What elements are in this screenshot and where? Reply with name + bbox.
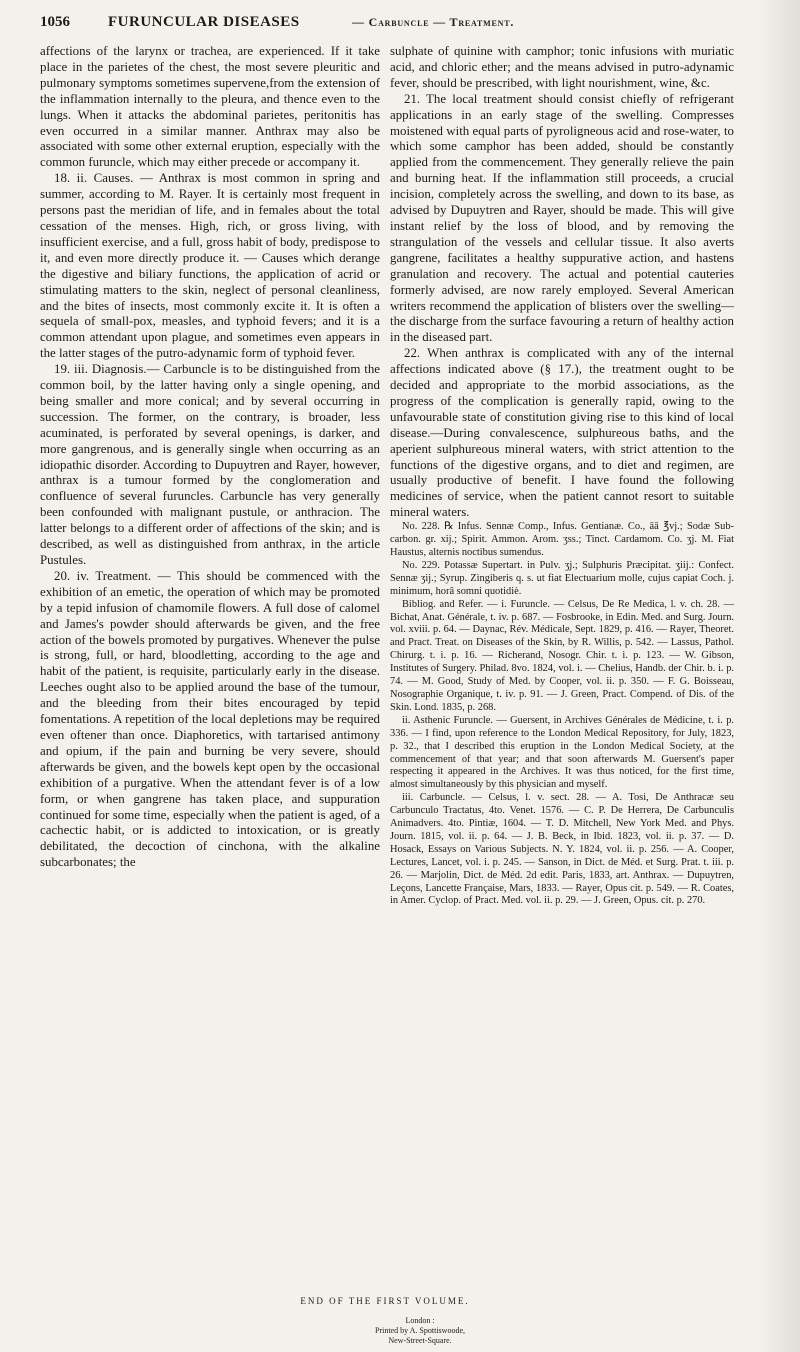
paragraph-causes: 18. ii. Causes. — Anthrax is most common in spring and summer, according to M. Rayer. It is certainly most frequent in persons past the meridian of life, and in females about the total cessation of the menses. High, rich, or gross living, with insufficient exercise, and a full, gross habit of body, predispose to it, and even more directly produce it. — Causes which derange the digestive and biliary functions, the application of acrid or stimulating matters to the skin, neglect of personal cleanliness, and the bites of insects, most commonly excite it. It is often a sequela of small-pox, measles, and typhoid fevers; and it is a common attendant upon plague, and sometimes even appears in the latter stages of the putro-adynamic form of typhoid fever. [40, 171, 380, 361]
section-title: — Carbuncle — Treatment. [352, 15, 515, 29]
paragraph-local-treatment: 21. The local treatment should consist chiefly of refrigerant applications in an early stage of the swelling. Compresses moistened with equal parts of pyroligneous acid and rose-water, to which some camphor has been added, should be constantly applied from the commencement. They generally relieve the pain and burning heat. If the inflammation still proceeds, a crucial incision, completely across the swelling, and down to its base, as advised by Dupuytren and Rayer, should be made. This will give instant relief by the loss of blood, and by removing the strangulation of the vessels and cellular tissue. It also averts gangrene, facilitates a healthy suppurative action, and hastens granulation and recovery. The actual and potential cauteries formerly advised, are now rarely employed. Several American writers recommend the application of blisters over the swelling— the discharge from the surface favouring a return of healthy action in the diseased part. [390, 91, 734, 345]
imprint-address: New-Street-Square. [388, 1336, 452, 1345]
right-column [390, 44, 734, 908]
page-number: 1056 [40, 14, 70, 30]
imprint-city: London : [405, 1316, 435, 1325]
prescription-228: No. 228. ℞ Infus. Sennæ Comp., Infus. Gentianæ. Co., āā ℥vj.; Sodæ Sub-carbon. gr. xij.; Spirit. Ammon. Arom. ʒss.; Tinct. Cardamom. Co. ʒj. M. Fiat Haustus, alternis noctibus sumendus. [390, 521, 734, 558]
paragraph-complicated: 22. When anthrax is complicated with any of the internal affections indicated above (§ 17.), the treatment ought to be decided and appropriate to the morbid associations, as the progress of the complication is generally rapid, owing to the unfavourable state of constitution giving rise to this kind of local disease.—During convalescence, sulphureous baths, and the aperient sulphureous mineral waters, with strict attention to the functions of the digestive organs, and to diet and regimen, are usually productive of benefit. I have found the following medicines of service, when the patient cannot resort to suitable mineral waters. [390, 346, 734, 520]
page-edge-shadow [760, 0, 800, 1352]
end-of-volume: END OF THE FIRST VOLUME. [300, 1296, 470, 1306]
left-column [40, 44, 380, 871]
running-title: FURUNCULAR DISEASES [108, 14, 300, 30]
prescriptions-block [390, 521, 734, 598]
bibliography-asthenic-furuncle: ii. Asthenic Furuncle. — Guersent, in Archives Générales de Médicine, t. i. p. 336. — I find, upon reference to the London Medical Repository, for July, 1823, p. 32., that I described this eruption in the London Medical Society, at the commencement of that year; and that soon afterwards M. Guersent's paper respecting it appeared in the Archives. It was thus noticed, for the first time, almost simultaneously by this physician and myself. [390, 714, 734, 791]
imprint-printer: Printed by A. Spottiswoode, [374, 1326, 465, 1335]
paragraph-treatment: 20. iv. Treatment. — This should be commenced with the exhibition of an emetic, the operation of which may be promoted by a tepid infusion of chamomile flowers. A full dose of calomel and James's powder should afterwards be given, and the free action of the bowels promoted by purgatives. Whenever the pulse is strong, full, or hard, bloodletting, according to the age and habit of the patient, is requisite, particularly early in the disease. Leeches ought also to be applied around the base of the tumour, and the bleeding from their bites encouraged by tepid fomentations. A repetition of the local depletions may be required even oftener than once. Diaphoretics, with tartarised antimony and opium, if the pain and burning be very severe, should afterwards be given, and the bowels kept open by the occasional exhibition of a purgative. When the attendant fever is of a low form, or when gangrene has taken place, and suppuration continued for some time, especially when the patient is aged, of a cachectic habit, or is addicted to intoxication, or is greatly debilitated, the decoction of cinchona, with the alkaline subcarbonates; the [40, 568, 380, 870]
bibliography-carbuncle: iii. Carbuncle. — Celsus, l. v. sect. 28. — A. Tosi, De Anthracæ seu Carbunculo Tractatus, 4to. Venet. 1576. — C. P. De Herrera, De Carbunculis Animadvers. 4to. Pintiæ, 1604. — T. D. Mitchell, New York Med. and Phys. Journ. 1815, vol. ii. p. 64. — J. B. Beck, in Ibid. 1823, vol. ii. p. 37. — D. Hosack, Essays on Various Subjects. N. Y. 1824, vol. ii. p. 256. — A. Cooper, Lectures, Lancet, vol. i. p. 245. — Sanson, in Dict. de Méd. et Surg. Prat. t. iii. p. 26. — Marjolin, Dict. de Méd. 2d edit. Paris, 1833, art. Anthrax. — Dupuytren, Leçons, Lancette Française, Mars, 1833. — Rayer, Opus cit. p. 549. — R. Coates, in Amer. Cyclop. of Pract. Med. vol. ii. p. 29. — J. Green, Opus. cit. p. 270. [390, 792, 734, 907]
bibliography-block [390, 599, 734, 909]
paragraph-diagnosis: 19. iii. Diagnosis.— Carbuncle is to be distinguished from the common boil, by the latter having only a single opening, and being smaller and more conical; and by several occurring in succession. The former, on the contrary, is broader, less acuminated, is perforated by several openings, is darker, and more gangrenous, and is generally single when occurring as an idiopathic disorder. According to Dupuytren and Rayer, however, anthrax is a tumour formed by the conglomeration and confluence of several furuncles. Carbuncle has very generally been confounded with malignant pustule, or anthracion. The latter belongs to a different order of affections of the skin; and is described, as well as distinguished from anthrax, in the article Pustules. [40, 362, 380, 567]
paragraph-affections: affections of the larynx or trachea, are experienced. If it take place in the parietes of the chest, the most severe pleuritic and pulmonary symptoms sometimes supervene,from the extension of the inflammation internally to the pleura, and thence even to the lungs. When it attacks the abdominal parietes, peritonitis has even occurred in a similar manner. Anthrax may also be associated with some other external eruption, especially with the common furuncle, which may either precede or accompany it. [40, 44, 380, 170]
printer-imprint [300, 1316, 540, 1346]
prescription-229: No. 229. Potassæ Supertart. in Pulv. ʒj.; Sulphuris Præcipitat. ʒiij.: Confect. Sennæ ʒij.; Syrup. Zingiberis q. s. ut fiat Electuarium molle, cujus capiat Coch. j. minimum, horâ somni quotidiè. [390, 559, 734, 597]
bibliography-furuncle: Bibliog. and Refer. — i. Furuncle. — Celsus, De Re Medica, l. v. ch. 28. — Bichat, Anat. Générale, t. iv. p. 687. — Fosbrooke, in Edin. Med. and Surg. Journ. vol. xviii. p. 64. — Daynac, Rév. Médicale, Sept. 1829, p. 416. — Rayer, Theoret. and Pract. Treat. on Diseases of the Skin, by R. Willis, p. 542. — Lassus, Pathol. Chirurg. t. i. p. 16. — Richerand, Nosogr. Chir. t. i. p. 123. — W. Gibson, Institutes of Surgery. Philad. 8vo. 1824, vol. i. — Chelius, Handb. der Chir. b. i. p. 74. — M. Good, Study of Med. by Cooper, vol. ii. p. 350. — F. G. Boisseau, Nosographie Organique, t. iv. p. 91. — J. Green, Pract. Compend. of Dis. of the Skin. Lond. 1835, p. 268. [390, 598, 734, 713]
paragraph-quinine: sulphate of quinine with camphor; tonic infusions with muriatic acid, and chloric ether; and the means advised in putro-adynamic fever, should be prescribed, with light nourishment, wine, &c. [390, 44, 734, 90]
